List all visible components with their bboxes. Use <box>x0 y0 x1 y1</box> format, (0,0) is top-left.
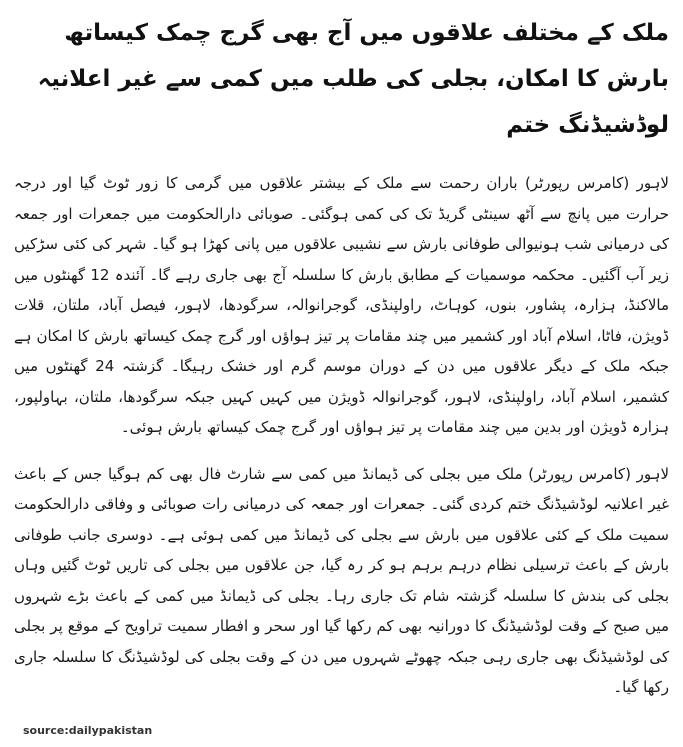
paragraph-loadshedding: لاہور (کامرس رپورٹر) ملک میں بجلی کی ڈیمانڈ میں کمی سے شارٹ فال بھی کم ہوگیا جس کے باعث غیر اعلانیہ لوڈشیڈنگ ختم کردی گئی۔ جمعرات اور جمعہ کی درمیانی رات صوبائی و وفاقی دارالحکومت سمیت ملک کے کئی علاقوں میں بارش سے بجلی کی ڈیمانڈ میں کمی ہوئی ہے۔ دوسری جانب طوفانی بارش کے باعث ترسیلی نظام درہم برہم ہو کر رہ گیا، جن علاقوں میں بجلی کی تاریں ٹوٹ گئیں وہاں بجلی کی بندش کا سلسلہ گزشتہ شام تک جاری رہا۔ بجلی کی ڈیمانڈ میں کمی کے باعث بڑے شہروں میں صبح کے وقت لوڈشیڈنگ کا دورانیہ بھی کم رکھا گیا اور سحر و افطار سمیت تراویح کے موقع پر بجلی کی لوڈشیڈنگ بھی جاری رہی جبکہ چھوٹے شہروں میں دن کے وقت بجلی کی لوڈشیڈنگ کا سلسلہ جاری رکھا گیا۔ <box>14 464 669 696</box>
source-credit: source:dailypakistan <box>23 724 153 737</box>
headline: ملک کے مختلف علاقوں میں آج بھی گرج چمک کیساتھ بارش کا امکان، بجلی کی طلب میں کمی سے غیر اعلانیہ لوڈشیڈنگ ختم <box>37 20 669 138</box>
paragraph-weather: لاہور (کامرس رپورٹر) باران رحمت سے ملک کے بیشتر علاقوں میں گرمی کا زور ٹوٹ گیا اور درجہ حرارت میں پانچ سے آٹھ سینٹی گریڈ تک کی کمی ہوگئی۔ صوبائی دارالحکومت میں جمعرات اور جمعہ کی درمیانی شب ہونیوالی طوفانی بارش سے نشیبی علاقوں میں پانی کھڑا ہو گیا۔ شہر کی کئی سڑکیں زیر آب آگئیں۔ محکمہ موسمیات کے مطابق بارش کا سلسلہ آج بھی جاری رہے گا۔ آئندہ 12 گھنٹوں میں مالاکنڈ، ہزارہ، پشاور، بنوں، کوہاٹ، راولپنڈی، گوجرانوالہ، سرگودھا، لاہور، فیصل آباد، ملتان، قلات ڈویژن، فاٹا، اسلام آباد اور کشمیر میں چند مقامات پر تیز ہواؤں اور گرج چمک کیساتھ بارش کا امکان ہے جبکہ ملک کے دیگر علاقوں میں دن کے دوران موسم گرم اور خشک رہیگا۔ گزشتہ 24 گھنٹوں میں کشمیر، اسلام آباد، راولپنڈی، لاہور، گوجرانوالہ ڈویژن میں کہیں کہیں جبکہ سرگودھا، ملتان، بہاولپور، ہزارہ ڈویژن اور بدین میں چند مقامات پر تیز ہواؤں اور گرج چمک کیساتھ بارش ہوئی۔ <box>14 174 669 436</box>
article-body <box>14 168 669 703</box>
news-clipping <box>14 8 669 738</box>
